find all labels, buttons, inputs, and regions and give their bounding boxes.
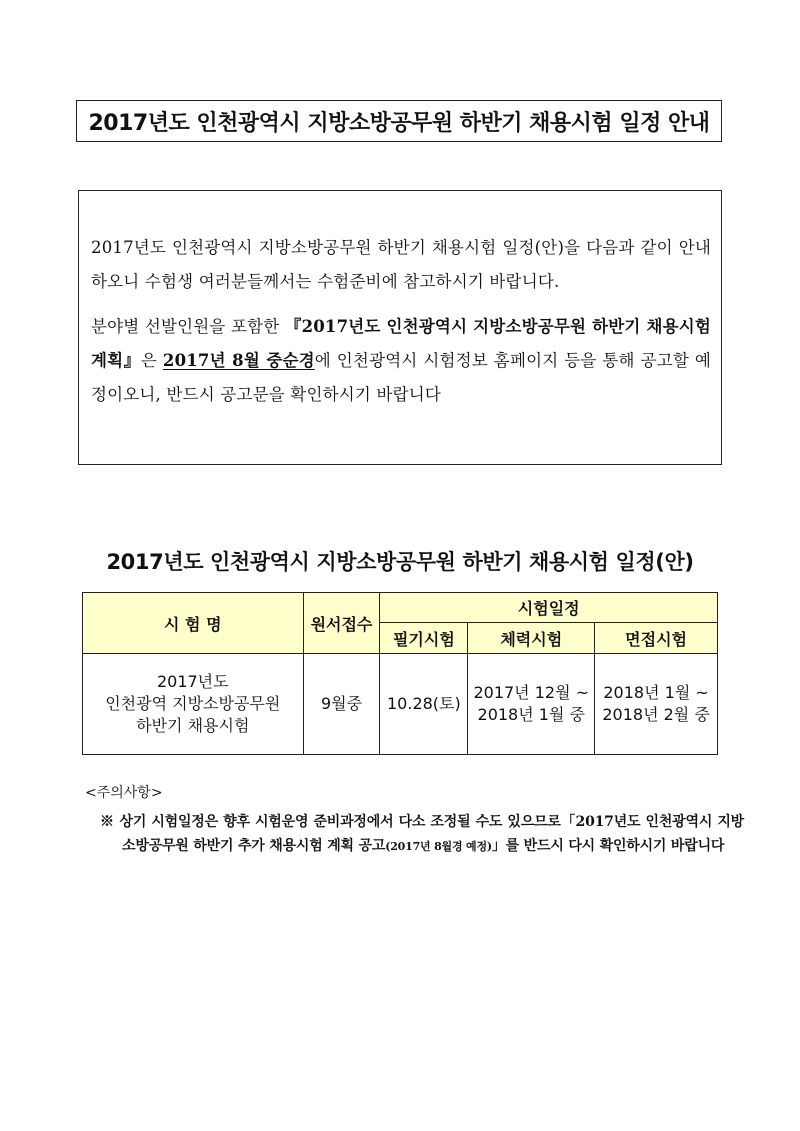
cell-application: 9월중: [303, 654, 380, 755]
notice-paragraph-2: [91, 310, 711, 412]
header-interview: 면접시험: [595, 623, 718, 654]
header-application: 원서접수: [303, 593, 380, 654]
notice-text: 에 인천광역시 시험정보 홈페이지 등을 통해 공고할 예정이오니, 반드시 공고문을 확인하시기 바랍니다: [91, 351, 711, 404]
header-physical: 체력시험: [468, 623, 595, 654]
schedule-table: [82, 592, 718, 755]
header-exam-schedule: 시험일정: [380, 593, 718, 623]
cell-text: 2018년 2월 중: [602, 705, 710, 724]
cell-interview: [595, 654, 718, 755]
cell-text: 2018년 1월 중: [477, 705, 585, 724]
cell-text: 2018년 1월 ~: [603, 683, 709, 702]
caution-text-main: ※ 상기 시험일정은 향후 시험운영 준비과정에서 다소 조정될 수도 있으므로「2017년도 인천광역시 지방소방공무원 하반기 추가 채용시험 계획 공고: [100, 814, 744, 854]
cell-physical: [468, 654, 595, 755]
cell-text: 인천광역 지방소방공무원: [105, 694, 281, 713]
header-exam-name: 시 험 명: [83, 593, 304, 654]
announcement-date: 2017년 8월 중순경: [162, 351, 315, 370]
caution-text-end: 」를 반드시 다시 확인하시기 바랍니다: [491, 838, 725, 854]
cell-text: 하반기 채용시험: [136, 716, 250, 735]
caution-text-small: (2017년 8월경 예정): [385, 840, 492, 853]
notice-paragraph-1: 2017년도 인천광역시 지방소방공무원 하반기 채용시험 일정(안)을 다음과 같이 안내하오니 수험생 여러분들께서는 수험준비에 참고하시기 바랍니다.: [91, 238, 711, 291]
plan-title: 『2017년도 인천광역시 지방소방공무원 하반기 채용시험 계획』: [91, 317, 711, 370]
cautions-heading: <주의사항>: [85, 785, 163, 801]
cell-text: 2017년 12월 ~: [473, 683, 590, 702]
notice-box: [78, 190, 722, 465]
caution-text: [100, 810, 744, 859]
notice-text: 분야별 선발인원을 포함한: [91, 317, 285, 336]
page-title: 2017년도 인천광역시 지방소방공무원 하반기 채용시험 일정 안내: [76, 100, 722, 142]
schedule-title: 2017년도 인천광역시 지방소방공무원 하반기 채용시험 일정(안): [106, 550, 694, 574]
notice-text: 은: [140, 351, 163, 370]
header-written: 필기시험: [380, 623, 468, 654]
cell-exam-name: [83, 654, 304, 755]
table-row: [83, 654, 718, 755]
cell-written: 10.28(토): [380, 654, 468, 755]
cell-text: 2017년도: [156, 672, 229, 691]
